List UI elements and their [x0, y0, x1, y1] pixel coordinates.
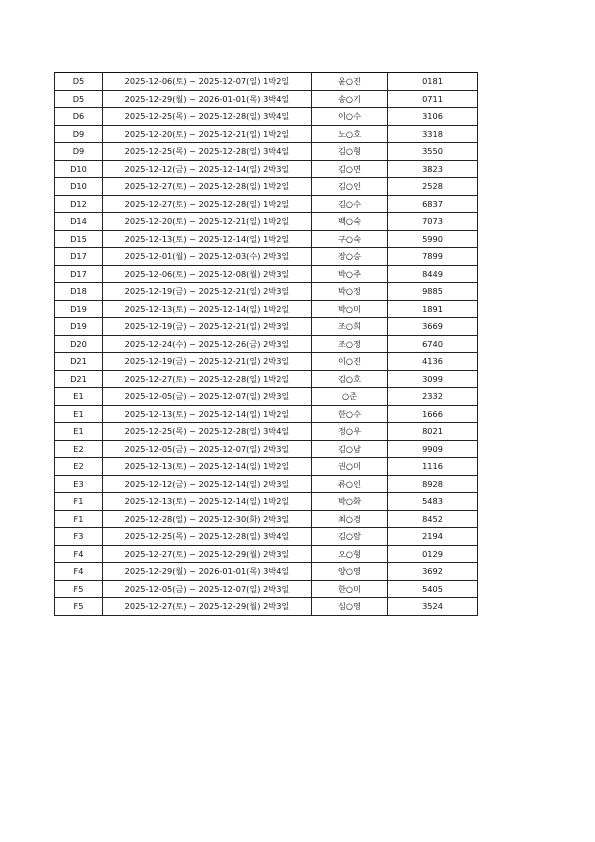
site-cell: E2 — [55, 458, 103, 476]
period-cell: 2025-12-13(토) ~ 2025-12-14(일) 1박2일 — [103, 458, 312, 476]
code-cell: 8452 — [388, 510, 478, 528]
code-cell: 9909 — [388, 440, 478, 458]
site-cell: E3 — [55, 475, 103, 493]
period-cell: 2025-12-19(금) ~ 2025-12-21(일) 2박3일 — [103, 318, 312, 336]
document-page — [54, 72, 477, 616]
site-cell: D6 — [55, 108, 103, 126]
code-cell: 9885 — [388, 283, 478, 301]
name-cell: 조○희 — [312, 318, 388, 336]
period-cell: 2025-12-27(토) ~ 2025-12-28(일) 1박2일 — [103, 178, 312, 196]
period-cell: 2025-12-05(금) ~ 2025-12-07(일) 2박3일 — [103, 580, 312, 598]
table-row — [55, 423, 478, 441]
period-cell: 2025-12-13(토) ~ 2025-12-14(일) 1박2일 — [103, 300, 312, 318]
name-cell: 최○경 — [312, 510, 388, 528]
period-cell: 2025-12-13(토) ~ 2025-12-14(일) 1박2일 — [103, 230, 312, 248]
site-cell: F4 — [55, 545, 103, 563]
table-row — [55, 178, 478, 196]
site-cell: F3 — [55, 528, 103, 546]
name-cell: 양○영 — [312, 563, 388, 581]
code-cell: 8928 — [388, 475, 478, 493]
table-row — [55, 335, 478, 353]
name-cell: 한○수 — [312, 405, 388, 423]
name-cell: 백○숙 — [312, 213, 388, 231]
site-cell: D15 — [55, 230, 103, 248]
table-row — [55, 580, 478, 598]
table-row — [55, 160, 478, 178]
name-cell: 김○형 — [312, 143, 388, 161]
table-row — [55, 440, 478, 458]
table-row — [55, 230, 478, 248]
code-cell: 5483 — [388, 493, 478, 511]
period-cell: 2025-12-19(금) ~ 2025-12-21(일) 2박3일 — [103, 283, 312, 301]
table-row — [55, 73, 478, 91]
site-cell: D20 — [55, 335, 103, 353]
table-row — [55, 300, 478, 318]
name-cell: 오○형 — [312, 545, 388, 563]
site-cell: D21 — [55, 353, 103, 371]
table-row — [55, 283, 478, 301]
code-cell: 0711 — [388, 90, 478, 108]
site-cell: D19 — [55, 300, 103, 318]
code-cell: 2528 — [388, 178, 478, 196]
site-cell: D9 — [55, 125, 103, 143]
period-cell: 2025-12-29(월) ~ 2026-01-01(목) 3박4일 — [103, 90, 312, 108]
name-cell: 박○화 — [312, 493, 388, 511]
period-cell: 2025-12-01(월) ~ 2025-12-03(수) 2박3일 — [103, 248, 312, 266]
name-cell: 류○인 — [312, 475, 388, 493]
name-cell: 심○영 — [312, 598, 388, 616]
period-cell: 2025-12-20(토) ~ 2025-12-21(일) 1박2일 — [103, 125, 312, 143]
period-cell: 2025-12-27(토) ~ 2025-12-28(일) 1박2일 — [103, 370, 312, 388]
code-cell: 0181 — [388, 73, 478, 91]
period-cell: 2025-12-28(일) ~ 2025-12-30(화) 2박3일 — [103, 510, 312, 528]
name-cell: 정○우 — [312, 423, 388, 441]
site-cell: D9 — [55, 143, 103, 161]
code-cell: 0129 — [388, 545, 478, 563]
table-row — [55, 125, 478, 143]
period-cell: 2025-12-19(금) ~ 2025-12-21(일) 2박3일 — [103, 353, 312, 371]
table-row — [55, 318, 478, 336]
table-row — [55, 90, 478, 108]
period-cell: 2025-12-25(목) ~ 2025-12-28(일) 3박4일 — [103, 423, 312, 441]
name-cell: 권○미 — [312, 458, 388, 476]
code-cell: 8021 — [388, 423, 478, 441]
period-cell: 2025-12-06(토) ~ 2025-12-07(일) 1박2일 — [103, 73, 312, 91]
table-row — [55, 405, 478, 423]
name-cell: 김○인 — [312, 178, 388, 196]
code-cell: 3099 — [388, 370, 478, 388]
period-cell: 2025-12-27(토) ~ 2025-12-29(월) 2박3일 — [103, 598, 312, 616]
name-cell: 김○수 — [312, 195, 388, 213]
table-row — [55, 265, 478, 283]
site-cell: F5 — [55, 580, 103, 598]
name-cell: 박○정 — [312, 283, 388, 301]
code-cell: 1666 — [388, 405, 478, 423]
table-row — [55, 248, 478, 266]
site-cell: F5 — [55, 598, 103, 616]
code-cell: 3692 — [388, 563, 478, 581]
site-cell: D5 — [55, 73, 103, 91]
name-cell: 노○호 — [312, 125, 388, 143]
period-cell: 2025-12-12(금) ~ 2025-12-14(일) 2박3일 — [103, 475, 312, 493]
site-cell: F1 — [55, 510, 103, 528]
site-cell: E2 — [55, 440, 103, 458]
site-cell: D5 — [55, 90, 103, 108]
name-cell: 윤○진 — [312, 73, 388, 91]
code-cell: 6740 — [388, 335, 478, 353]
code-cell: 2332 — [388, 388, 478, 406]
site-cell: F4 — [55, 563, 103, 581]
table-row — [55, 493, 478, 511]
code-cell: 7073 — [388, 213, 478, 231]
table-row — [55, 195, 478, 213]
table-row — [55, 528, 478, 546]
period-cell: 2025-12-27(토) ~ 2025-12-28(일) 1박2일 — [103, 195, 312, 213]
site-cell: D10 — [55, 160, 103, 178]
table-row — [55, 108, 478, 126]
table-row — [55, 388, 478, 406]
table-row — [55, 598, 478, 616]
site-cell: D10 — [55, 178, 103, 196]
name-cell: 박○주 — [312, 265, 388, 283]
site-cell: E1 — [55, 388, 103, 406]
period-cell: 2025-12-25(목) ~ 2025-12-28(일) 3박4일 — [103, 108, 312, 126]
code-cell: 3550 — [388, 143, 478, 161]
site-cell: E1 — [55, 405, 103, 423]
site-cell: D21 — [55, 370, 103, 388]
period-cell: 2025-12-27(토) ~ 2025-12-29(월) 2박3일 — [103, 545, 312, 563]
site-cell: D12 — [55, 195, 103, 213]
table-row — [55, 213, 478, 231]
code-cell: 3318 — [388, 125, 478, 143]
name-cell: ○준 — [312, 388, 388, 406]
name-cell: 장○승 — [312, 248, 388, 266]
code-cell: 5405 — [388, 580, 478, 598]
table-row — [55, 545, 478, 563]
name-cell: 조○정 — [312, 335, 388, 353]
period-cell: 2025-12-25(목) ~ 2025-12-28(일) 3박4일 — [103, 528, 312, 546]
code-cell: 3524 — [388, 598, 478, 616]
code-cell: 6837 — [388, 195, 478, 213]
name-cell: 김○남 — [312, 440, 388, 458]
code-cell: 7899 — [388, 248, 478, 266]
site-cell: F1 — [55, 493, 103, 511]
code-cell: 4136 — [388, 353, 478, 371]
period-cell: 2025-12-29(월) ~ 2026-01-01(목) 3박4일 — [103, 563, 312, 581]
site-cell: E1 — [55, 423, 103, 441]
period-cell: 2025-12-12(금) ~ 2025-12-14(일) 2박3일 — [103, 160, 312, 178]
site-cell: D19 — [55, 318, 103, 336]
site-cell: D17 — [55, 248, 103, 266]
code-cell: 2194 — [388, 528, 478, 546]
name-cell: 구○숙 — [312, 230, 388, 248]
table-row — [55, 143, 478, 161]
code-cell: 1891 — [388, 300, 478, 318]
period-cell: 2025-12-20(토) ~ 2025-12-21(일) 1박2일 — [103, 213, 312, 231]
table-row — [55, 563, 478, 581]
name-cell: 박○미 — [312, 300, 388, 318]
code-cell: 5990 — [388, 230, 478, 248]
period-cell: 2025-12-05(금) ~ 2025-12-07(일) 2박3일 — [103, 440, 312, 458]
period-cell: 2025-12-13(토) ~ 2025-12-14(일) 1박2일 — [103, 405, 312, 423]
period-cell: 2025-12-25(목) ~ 2025-12-28(일) 3박4일 — [103, 143, 312, 161]
code-cell: 1116 — [388, 458, 478, 476]
site-cell: D18 — [55, 283, 103, 301]
table-row — [55, 370, 478, 388]
name-cell: 이○진 — [312, 353, 388, 371]
table-row — [55, 510, 478, 528]
name-cell: 송○기 — [312, 90, 388, 108]
name-cell: 한○미 — [312, 580, 388, 598]
period-cell: 2025-12-05(금) ~ 2025-12-07(일) 2박3일 — [103, 388, 312, 406]
name-cell: 김○람 — [312, 528, 388, 546]
code-cell: 8449 — [388, 265, 478, 283]
table-row — [55, 458, 478, 476]
code-cell: 3106 — [388, 108, 478, 126]
code-cell: 3669 — [388, 318, 478, 336]
code-cell: 3823 — [388, 160, 478, 178]
period-cell: 2025-12-06(토) ~ 2025-12-08(월) 2박3일 — [103, 265, 312, 283]
table-row — [55, 475, 478, 493]
period-cell: 2025-12-24(수) ~ 2025-12-26(금) 2박3일 — [103, 335, 312, 353]
period-cell: 2025-12-13(토) ~ 2025-12-14(일) 1박2일 — [103, 493, 312, 511]
name-cell: 김○호 — [312, 370, 388, 388]
reservation-table — [54, 72, 478, 616]
name-cell: 이○수 — [312, 108, 388, 126]
reservation-table-body — [55, 73, 478, 616]
table-row — [55, 353, 478, 371]
site-cell: D17 — [55, 265, 103, 283]
site-cell: D14 — [55, 213, 103, 231]
name-cell: 김○면 — [312, 160, 388, 178]
